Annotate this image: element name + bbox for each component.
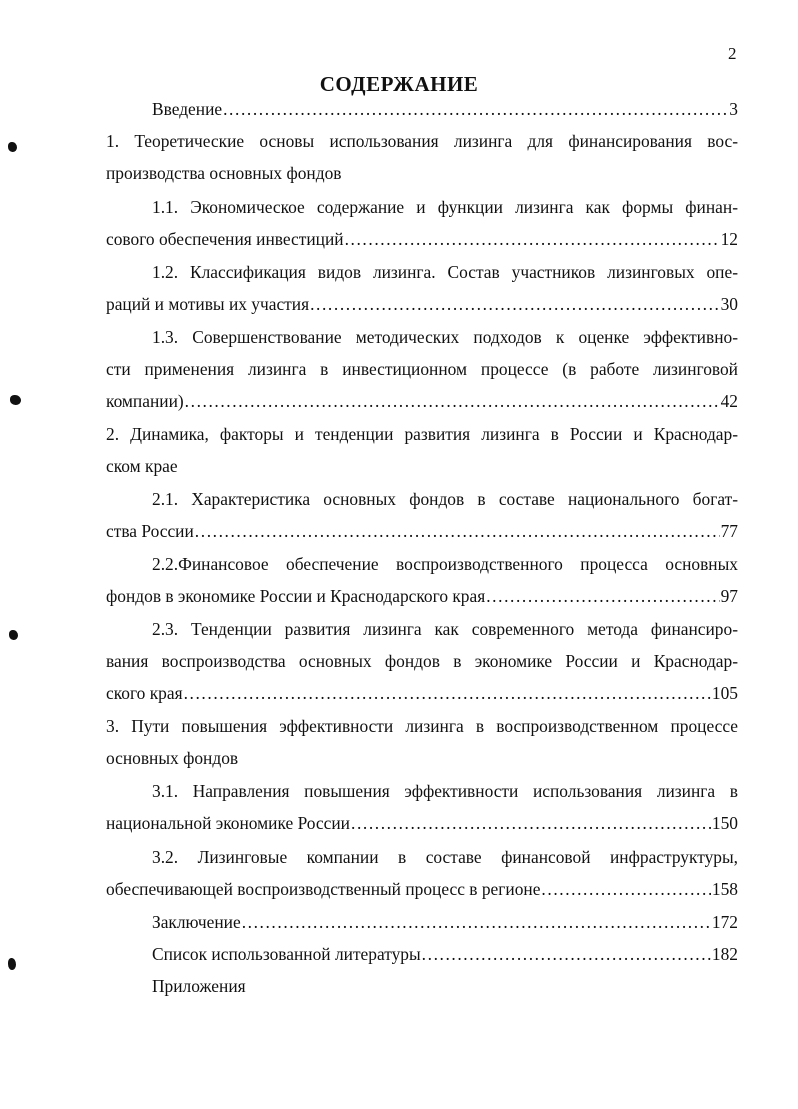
toc-page-number: 42 [720,391,738,411]
toc-chapter-2-line-2: ском крае [106,456,178,476]
toc-entry-appendix: Приложения [152,976,246,996]
toc-section-2-2-line-2 [106,585,738,607]
leader-dots [486,585,719,607]
toc-entry-text: Список использованной литературы [152,944,421,964]
toc-page-number: 97 [720,586,738,606]
toc-section-2-1-line-1: 2.1. Характеристика основных фондов в составе национального богат- [152,489,738,509]
toc-entry-text: ского края [106,683,183,703]
toc-entry-conclusion [152,911,738,933]
toc-section-1-3-line-1: 1.3. Совершенствование методических подходов к оценке эффективно- [152,327,738,347]
toc-section-2-3-line-1: 2.3. Тенденции развития лизинга как современного метода финансиро- [152,619,738,639]
leader-dots [242,911,711,933]
scan-mark [8,958,16,970]
toc-chapter-2-line-1: 2. Динамика, факторы и тенденции развития лизинга в России и Краснодар- [106,424,738,444]
toc-entry-text: сового обеспечения инвестиций [106,229,344,249]
toc-page-number: 30 [720,294,738,314]
leader-dots [310,293,720,315]
toc-page-number: 105 [711,683,738,703]
toc-section-2-2-line-1: 2.2.Финансовое обеспечение воспроизводственного процесса основных [152,554,738,574]
toc-page-number: 3 [729,99,738,119]
leader-dots [351,812,711,834]
toc-section-1-2-line-2 [106,293,738,315]
page-number: 2 [728,44,737,63]
toc-chapter-1-line-2: производства основных фондов [106,163,342,183]
toc-page-number: 77 [720,521,738,541]
toc-page-number: 158 [711,879,738,899]
leader-dots [223,98,728,120]
toc-section-2-1-line-2 [106,520,738,542]
toc-section-2-3-line-3 [106,682,738,704]
toc-page-number: 172 [711,912,738,932]
toc-section-1-3-line-2: сти применения лизинга в инвестиционном процессе (в работе лизинговой [106,359,738,379]
leader-dots [422,943,711,965]
toc-section-1-3-line-3 [106,390,738,412]
toc-entry-intro [152,98,738,120]
toc-page-number: 12 [720,229,738,249]
toc-chapter-3-line-2: основных фондов [106,748,239,768]
toc-section-3-2-line-1: 3.2. Лизинговые компании в составе финансовой инфраструктуры, [152,847,738,867]
toc-chapter-3-line-1: 3. Пути повышения эффективности лизинга в воспроизводственном процессе [106,716,738,736]
toc-page-number: 182 [711,944,738,964]
leader-dots [345,228,720,250]
toc-chapter-1-line-1: 1. Теоретические основы использования лизинга для финансирования вос- [106,131,738,151]
leader-dots [541,878,710,900]
toc-section-3-1-line-1: 3.1. Направления повышения эффективности использования лизинга в [152,781,738,801]
toc-section-3-1-line-2 [106,812,738,834]
toc-entry-text: Введение [152,99,223,119]
toc-entry-text: Заключение [152,912,241,932]
toc-entry-text: национальной экономике России [106,813,350,833]
toc-entry-text: фондов в экономике России и Краснодарского края [106,586,486,606]
page-title: СОДЕРЖАНИЕ [319,72,479,96]
toc-section-1-2-line-1: 1.2. Классификация видов лизинга. Состав участников лизинговых опе- [152,262,738,282]
toc-section-1-1-line-2 [106,228,738,250]
toc-page-number: 150 [711,813,738,833]
scan-mark [9,630,18,640]
toc-section-2-3-line-2: вания воспроизводства основных фондов в экономике России и Краснодар- [106,651,738,671]
leader-dots [185,390,720,412]
toc-entry-text: раций и мотивы их участия [106,294,310,314]
toc-entry-text: компании) [106,391,184,411]
leader-dots [195,520,720,542]
toc-entry-references [152,943,738,965]
scan-mark [10,395,21,405]
scan-mark [8,142,17,152]
leader-dots [184,682,711,704]
toc-entry-text: обеспечивающей воспроизводственный процесс в регионе [106,879,541,899]
toc-section-3-2-line-2 [106,878,738,900]
toc-entry-text: ства России [106,521,194,541]
toc-section-1-1-line-1: 1.1. Экономическое содержание и функции лизинга как формы финан- [152,197,738,217]
